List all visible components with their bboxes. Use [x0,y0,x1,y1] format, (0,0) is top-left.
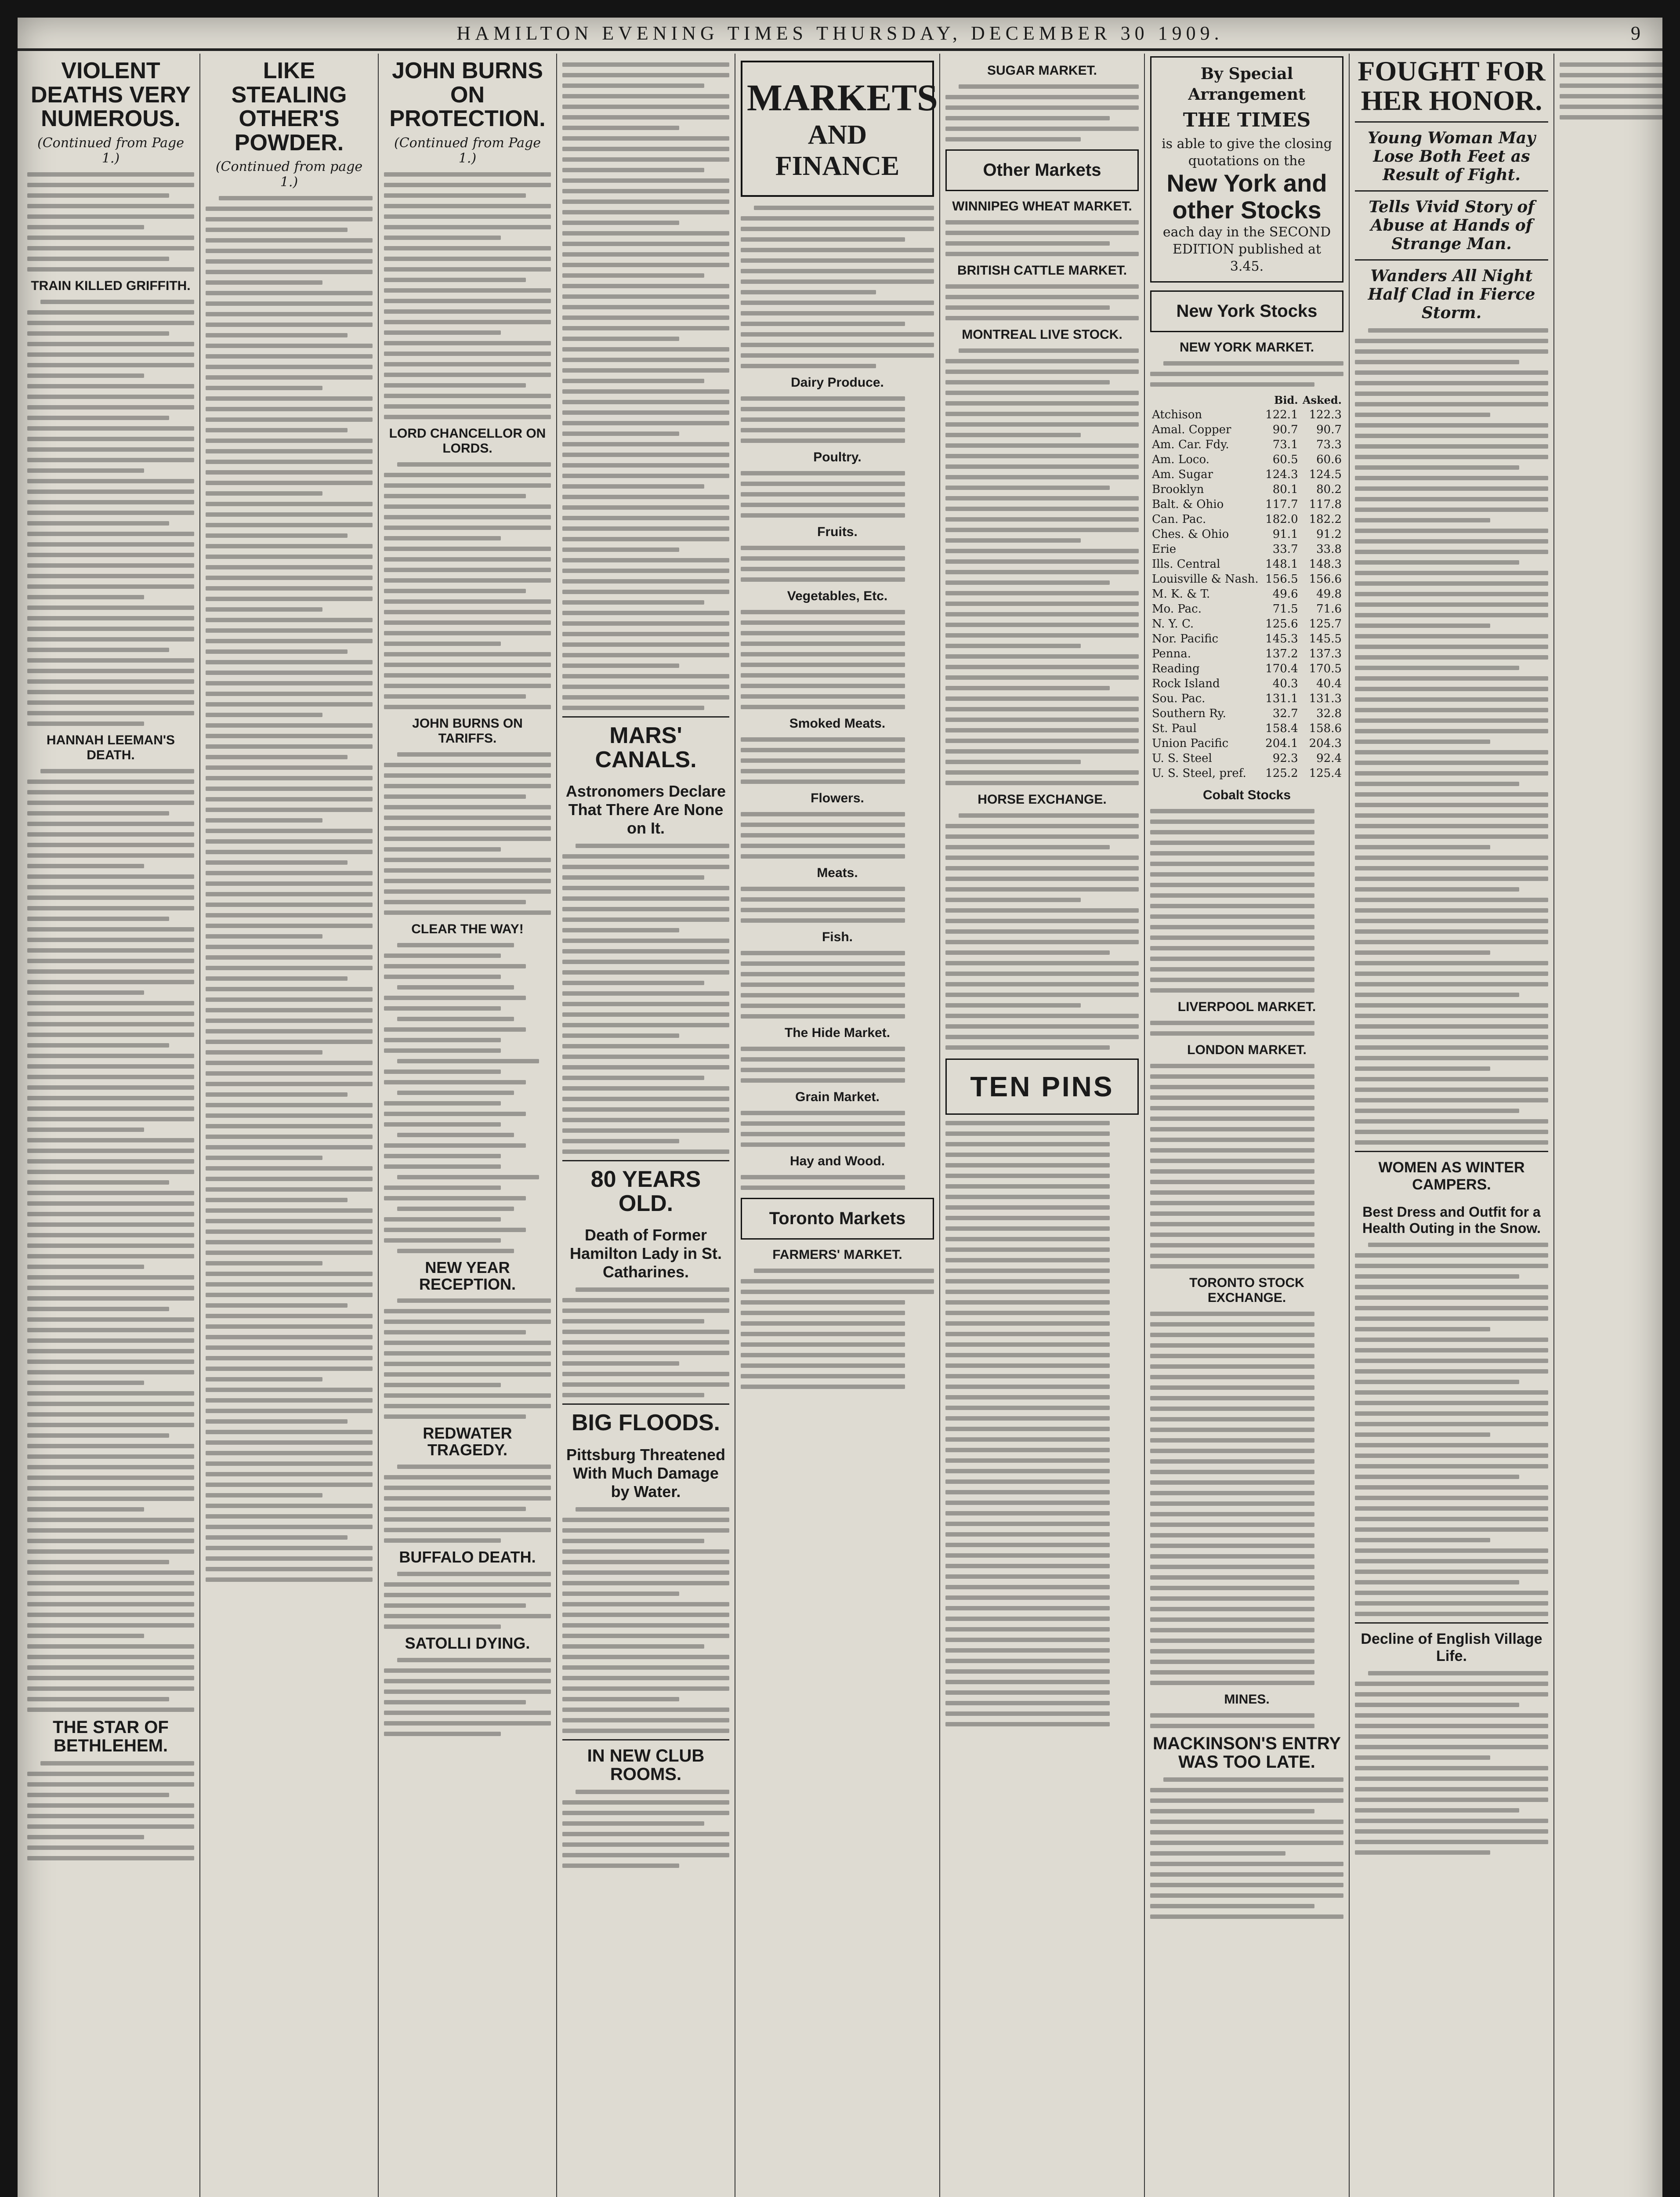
stock-asked: 117.8 [1309,497,1342,511]
stock-bid: 124.3 [1265,468,1298,481]
continued-note: (Continued from page 1.) [215,159,363,190]
stock-asked: 124.5 [1309,468,1342,481]
stock-name: Atchison [1152,408,1202,421]
section-new-york-market: NEW YORK MARKET. [1179,340,1314,355]
stock-row [1150,467,1343,482]
stock-bid: 156.5 [1265,572,1298,586]
continued-note: (Continued from Page 1.) [37,135,184,166]
stock-asked: 131.3 [1309,692,1342,705]
stock-name: U. S. Steel [1152,751,1212,765]
column-4 [557,54,735,2197]
stock-bid: 90.7 [1272,423,1298,436]
ten-pins-box: TEN PINS [945,1059,1139,1115]
stock-bid: 125.2 [1265,766,1298,780]
stock-bid: 182.0 [1265,512,1298,526]
article-body [384,1298,551,1419]
stock-bid: 73.1 [1272,438,1298,451]
stock-name: Mo. Pac. [1152,602,1202,616]
deck-wanders-all-night: Wanders All Night Half Clad in Fierce Storm. [1368,267,1535,323]
stock-name: St. Paul [1152,721,1197,735]
headline-stealing-powder: LIKE STEALING OTHER'S POWDER. [231,58,347,156]
stock-row [1150,497,1343,512]
article-body [1355,1671,1548,1855]
stock-name: Penna. [1152,647,1191,660]
section-farmers-market: FARMERS' MARKET. [772,1247,902,1262]
toronto-markets-box: Toronto Markets [741,1198,934,1240]
stock-row [1150,721,1343,736]
column-3 [379,54,557,2197]
section-grain-market: Grain Market. [795,1090,880,1104]
stock-name: Am. Car. Fdy. [1152,438,1229,451]
headline-new-club-rooms: IN NEW CLUB ROOMS. [587,1746,705,1784]
stock-row [1150,587,1343,602]
column-2 [200,54,379,2197]
new-york-stocks-box: New York Stocks [1150,290,1343,332]
stock-asked: 91.2 [1316,527,1342,541]
headline-80-years-old: 80 YEARS OLD. [590,1167,701,1216]
ny-stock-table [1150,393,1343,781]
markets-title: MARKETS [747,76,938,119]
headline-redwater-tragedy: REDWATER TRAGEDY. [423,1424,512,1459]
section-liverpool: LIVERPOOL MARKET. [1177,999,1316,1014]
stock-bid: 32.7 [1272,707,1298,720]
deck-vivid-story: Tells Vivid Story of Abuse at Hands of Strange Man. [1369,198,1535,254]
stock-name: Am. Sugar [1152,468,1213,481]
stock-name: Southern Ry. [1152,707,1226,720]
section-sugar-market: SUGAR MARKET. [987,63,1097,78]
columns-grid [22,54,1658,2197]
section-vegetables: Vegetables, Etc. [787,589,888,603]
section-flowers: Flowers. [811,791,864,805]
headline-big-floods: BIG FLOODS. [572,1410,720,1436]
article-body [384,1658,551,1736]
section-dairy: Dairy Produce. [791,375,884,390]
special-arrangement-notice [1150,56,1343,283]
stock-row [1150,706,1343,721]
stock-bid: 158.4 [1265,721,1298,735]
stock-name: U. S. Steel, pref. [1152,766,1246,780]
section-london: LONDON MARKET. [1187,1042,1307,1057]
notice-top: By Special Arrangement [1188,65,1306,104]
stock-name: Ches. & Ohio [1152,527,1229,541]
article-body [27,172,194,272]
stock-row [1150,407,1343,422]
section-poultry: Poultry. [813,450,862,464]
stock-bid: 145.3 [1265,632,1298,645]
column-5-markets [735,54,940,2197]
stock-row [1150,631,1343,646]
stock-bid: 71.5 [1272,602,1298,616]
column-8 [1350,54,1554,2197]
stock-name: Am. Loco. [1152,453,1209,466]
article-body [562,1790,729,1868]
stock-bid: 125.6 [1265,617,1298,631]
stock-row [1150,751,1343,766]
stock-bid: 40.3 [1272,677,1298,690]
stock-row [1150,691,1343,706]
stock-row [1150,452,1343,467]
section-british-cattle: BRITISH CATTLE MARKET. [957,263,1127,278]
headline-new-year-reception: NEW YEAR RECEPTION. [419,1258,516,1293]
headline-satolli-dying: SATOLLI DYING. [405,1634,530,1652]
section-hide-market: The Hide Market. [784,1026,891,1040]
stock-asked: 90.7 [1316,423,1342,436]
headline-buffalo-death: BUFFALO DEATH. [399,1548,536,1566]
stock-asked: 60.6 [1316,453,1342,466]
stock-bid: 33.7 [1272,542,1298,556]
stock-asked: 32.8 [1316,707,1342,720]
stock-bid: 49.6 [1272,587,1298,601]
deck-best-dress: Best Dress and Outfit for a Health Outing in the Snow. [1362,1204,1541,1236]
stock-row [1150,542,1343,557]
stock-asked: 40.4 [1316,677,1342,690]
stock-bid: 131.1 [1265,692,1298,705]
article-body [1355,328,1548,1145]
stock-name: Louisville & Nash. [1152,572,1259,586]
markets-banner [741,61,938,197]
deck-lose-feet: Young Woman May Lose Both Feet as Result of Fight. [1367,129,1536,185]
masthead [18,18,1662,51]
stock-bid: 91.1 [1272,527,1298,541]
stock-asked: 125.4 [1309,766,1342,780]
stock-bid: 92.3 [1272,751,1298,765]
stock-name: Amal. Copper [1152,423,1231,436]
stock-asked: 92.4 [1316,751,1342,765]
stock-bid: 204.1 [1265,736,1298,750]
article-body [384,752,551,915]
stock-name: Rock Island [1152,677,1220,690]
subhead-train-killed: TRAIN KILLED GRIFFITH. [31,278,191,293]
stock-asked: 49.8 [1316,587,1342,601]
headline-fought-for-honor: FOUGHT FOR HER HONOR. [1358,55,1546,116]
subhead-hannah-leeman: HANNAH LEEMAN'S DEATH. [46,732,175,762]
stock-asked: 170.5 [1309,662,1342,675]
section-winnipeg-wheat: WINNIPEG WHEAT MARKET. [952,199,1132,214]
headline-village-life: Decline of English Village Life. [1361,1631,1542,1665]
headline-mackinson-entry: MACKINSON'S ENTRY WAS TOO LATE. [1152,1733,1341,1772]
stock-bid: 148.1 [1265,557,1298,571]
stock-row [1150,676,1343,691]
section-toronto-exchange: TORONTO STOCK EXCHANGE. [1189,1275,1304,1305]
stock-asked: 125.7 [1309,617,1342,631]
article-body [27,769,194,1712]
column-6 [940,54,1145,2197]
stock-row [1150,527,1343,542]
stock-bid: 137.2 [1265,647,1298,660]
stock-name: Union Pacific [1152,736,1229,750]
stock-asked: 204.3 [1309,736,1342,750]
stock-name: Sou. Pac. [1152,692,1206,705]
notice-big: New York and other Stocks [1166,169,1327,224]
other-markets-box: Other Markets [945,149,1139,191]
stock-name: N. Y. C. [1152,617,1194,631]
section-montreal-live-stock: MONTREAL LIVE STOCK. [962,327,1122,342]
headline-star-of-bethlehem: THE STAR OF BETHLEHEM. [53,1717,169,1755]
stock-asked: 158.6 [1309,721,1342,735]
section-hay-wood: Hay and Wood. [789,1154,885,1168]
column-9 [1554,54,1662,2197]
headline-john-burns: JOHN BURNS ON PROTECTION. [389,58,546,132]
continued-note: (Continued from Page 1.) [394,135,541,166]
notice-foot: each day in the SECOND EDITION published at 3.45. [1162,224,1331,274]
stock-asked: 80.2 [1316,482,1342,496]
article-body [562,1507,729,1733]
column-1 [22,54,200,2197]
section-fish: Fish. [822,930,853,944]
stock-asked: 71.6 [1316,602,1342,616]
stock-row [1150,661,1343,676]
stock-name: Ills. Central [1152,557,1220,571]
stock-name: Nor. Pacific [1152,632,1219,645]
stock-bid: 122.1 [1265,408,1298,421]
col-bid: Bid. [1274,393,1298,406]
newspaper-page [18,18,1662,2197]
subhead-clear-the-way: CLEAR THE WAY! [411,921,524,936]
bowling-scores [945,1121,1139,1726]
stock-name: M. K. & T. [1152,587,1210,601]
stock-row [1150,646,1343,661]
notice-paper: THE TIMES [1183,109,1311,131]
page-number: 9 [1631,22,1645,44]
stock-asked: 122.3 [1309,408,1342,421]
stock-name: Reading [1152,662,1200,675]
article-body [384,1465,551,1543]
stock-row [1150,766,1343,781]
section-cobalt: Cobalt Stocks [1202,787,1291,802]
section-mines: MINES. [1224,1692,1270,1707]
deck-mars-canals: Astronomers Declare That There Are None on It. [565,782,726,837]
stock-asked: 182.2 [1309,512,1342,526]
stock-name: Erie [1152,542,1177,556]
subhead-lord-chancellor: LORD CHANCELLOR ON LORDS. [389,426,546,456]
article-body [562,62,729,710]
col-asked: Asked. [1302,393,1342,406]
article-body [27,300,194,726]
finance-title: AND FINANCE [775,120,900,181]
headline-violent-deaths: VIOLENT DEATHS VERY NUMEROUS. [30,58,191,132]
stock-row [1150,482,1343,497]
stock-name: Can. Pac. [1152,512,1206,526]
column-7-stocks [1145,54,1350,2197]
deck-big-floods: Pittsburg Threatened With Much Damage by Water. [566,1445,726,1501]
stock-name: Balt. & Ohio [1152,497,1224,511]
article-body [384,462,551,709]
stock-asked: 145.5 [1309,632,1342,645]
stock-row [1150,572,1343,587]
subhead-john-burns-tariffs: JOHN BURNS ON TARIFFS. [412,716,523,746]
stock-bid: 80.1 [1272,482,1298,496]
stock-asked: 33.8 [1316,542,1342,556]
stock-asked: 156.6 [1309,572,1342,586]
article-body [741,206,934,368]
deck-80-years-old: Death of Former Hamilton Lady in St. Catharines. [569,1226,722,1281]
section-smoked-meats: Smoked Meats. [789,716,886,731]
stock-bid: 170.4 [1265,662,1298,675]
article-body [384,1572,551,1629]
headline-mars-canals: MARS' CANALS. [595,723,697,772]
stock-row [1150,557,1343,572]
stock-bid: 117.7 [1265,497,1298,511]
section-horse-exchange: HORSE EXCHANGE. [978,792,1107,807]
stock-asked: 148.3 [1309,557,1342,571]
stock-row [1150,437,1343,452]
stock-row [1150,736,1343,751]
section-fruits: Fruits. [817,525,858,539]
stock-bid: 60.5 [1272,453,1298,466]
stock-row [1150,422,1343,437]
article-body [206,196,373,1582]
article-body [27,1761,194,1860]
headline-women-winter-campers: WOMEN AS WINTER CAMPERS. [1378,1159,1525,1193]
article-body [562,1287,729,1397]
poem-body [384,943,551,1253]
stock-row [1150,616,1343,631]
article-body [384,172,551,419]
notice-body: is able to give the closing quotations on the [1162,136,1332,169]
stock-asked: 73.3 [1316,438,1342,451]
section-meats: Meats. [817,866,858,880]
article-body [1355,1243,1548,1616]
stock-row [1150,602,1343,616]
article-body [562,844,729,1154]
stock-name: Brooklyn [1152,482,1204,496]
stock-asked: 137.3 [1309,647,1342,660]
masthead-title: HAMILTON EVENING TIMES THURSDAY, DECEMBER 30 1909. [456,22,1224,44]
stock-row [1150,512,1343,527]
